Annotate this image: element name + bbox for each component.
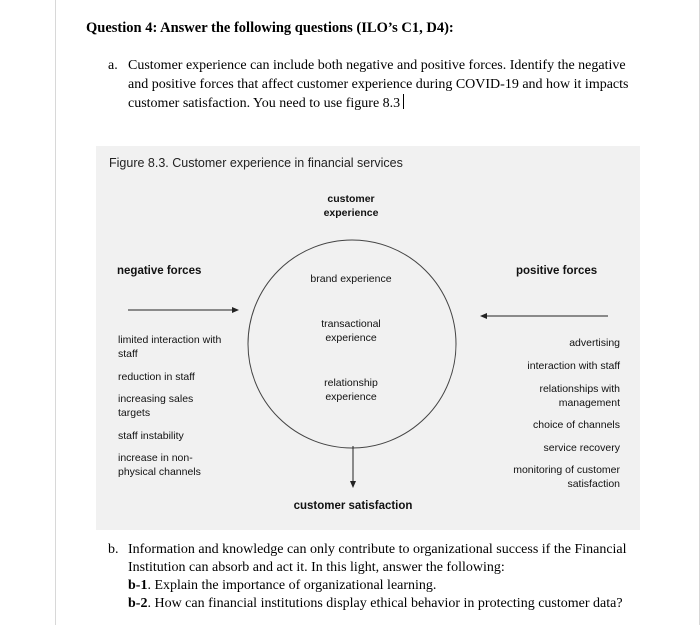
positive-arrowhead	[480, 313, 487, 319]
figure-caption: Figure 8.3. Customer experience in financial services	[109, 156, 403, 170]
part-b-text: Information and knowledge can only contribute to organizational success if the Financial Institution can absorb and act it. In this light, answer the following:	[128, 542, 627, 575]
satisfaction-arrowhead	[350, 481, 356, 488]
negative-item: increasing sales targets	[118, 393, 194, 419]
positive-item: service recovery	[543, 442, 620, 454]
negative-item: limited interaction with staff	[118, 334, 222, 360]
negative-arrowhead	[232, 307, 239, 313]
question-title: Question 4: Answer the following questions (ILO’s C1, D4):	[86, 20, 454, 36]
part-b1-label: b-1	[128, 578, 148, 593]
positive-item: interaction with staff	[527, 360, 620, 372]
negative-item: increase in non-physical channels	[118, 452, 201, 478]
part-b2-label: b-2	[128, 596, 148, 611]
customer-experience-label: customer experience	[323, 193, 379, 219]
part-b2	[128, 595, 623, 613]
negative-item: reduction in staff	[118, 371, 195, 383]
negative-item: staff instability	[118, 430, 184, 442]
positive-item: relationships with management	[539, 383, 620, 409]
part-b-label: b.	[108, 542, 119, 557]
negative-forces-heading: negative forces	[117, 265, 202, 277]
positive-item: choice of channels	[533, 419, 620, 431]
part-b2-text: . How can financial institutions display ethical behavior in protecting customer data?	[147, 596, 623, 611]
part-b1	[128, 577, 436, 595]
part-a-text-block[interactable]	[128, 56, 648, 113]
positive-item: monitoring of customer satisfaction	[513, 464, 620, 490]
customer-satisfaction-label: customer satisfaction	[293, 500, 413, 512]
text-cursor	[403, 94, 404, 109]
positive-item: advertising	[569, 337, 620, 349]
circle-item-brand: brand experience	[310, 273, 392, 285]
circle-item-relationship: relationship experience	[324, 377, 378, 403]
part-a-label: a.	[108, 58, 118, 73]
circle-item-transactional: transactional experience	[321, 318, 381, 344]
part-a-text: Customer experience can include both negative and positive forces. Identify the negative and positive forces that affect customer experience during COVID-19 and how it impacts customer satisfaction. You need to use figure 8.3	[128, 58, 629, 111]
part-b1-text: . Explain the importance of organizational learning.	[147, 578, 437, 593]
positive-forces-heading: positive forces	[516, 265, 598, 277]
figure-8-3	[96, 146, 640, 530]
